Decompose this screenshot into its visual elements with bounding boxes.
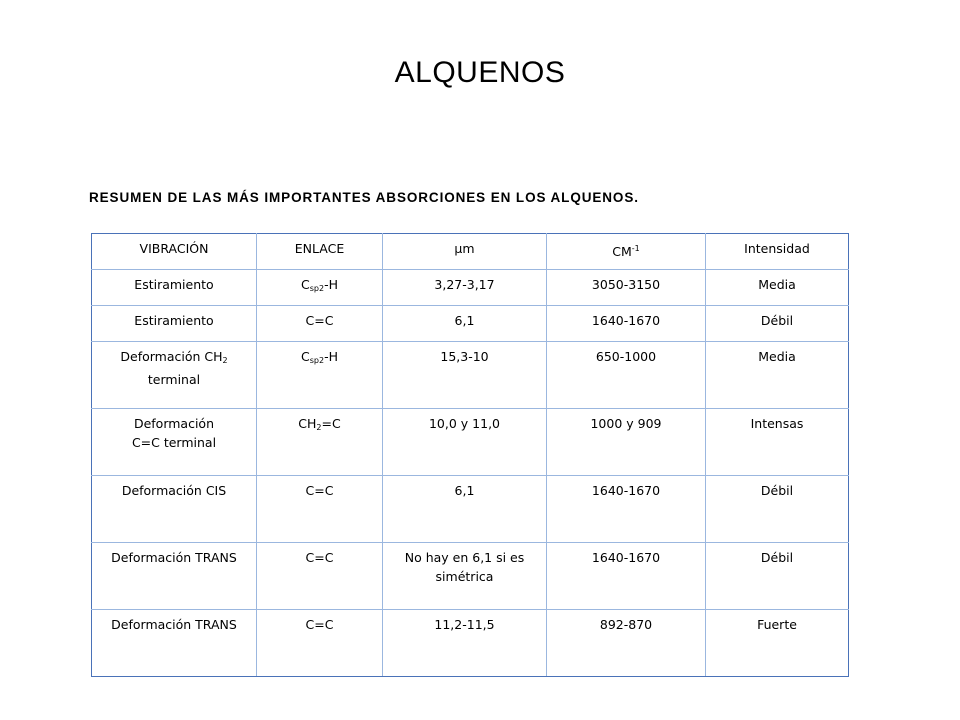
table-row — [92, 610, 849, 677]
enlace-rest: -H — [324, 349, 338, 364]
header-intensidad: Intensidad — [706, 234, 849, 270]
cell-enlace — [257, 409, 383, 476]
cell-wavenumber: 1640-1670 — [547, 306, 706, 342]
cell-wavenumber: 650-1000 — [547, 342, 706, 409]
cell-enlace: C=C — [257, 543, 383, 610]
header-cm-text: CM — [612, 244, 632, 259]
vibracion-line2: C=C terminal — [131, 435, 217, 450]
table-row — [92, 476, 849, 543]
vibracion-subscript: 2 — [222, 356, 228, 365]
cell-vibracion — [92, 409, 257, 476]
vibracion-line1: Deformación CH — [120, 349, 223, 364]
cell-enlace — [257, 342, 383, 409]
cell-intensidad: Media — [706, 342, 849, 409]
cell-enlace: C=C — [257, 476, 383, 543]
table-row — [92, 543, 849, 610]
header-wavenumber — [547, 234, 706, 270]
cell-micrometer: 3,27-3,17 — [383, 270, 547, 306]
cell-intensidad: Débil — [706, 476, 849, 543]
cell-wavenumber: 892-870 — [547, 610, 706, 677]
cell-vibracion: Estiramiento — [92, 270, 257, 306]
vibracion-line1: Deformación — [133, 416, 215, 431]
cell-micrometer: 6,1 — [383, 476, 547, 543]
cell-micrometer: 11,2-11,5 — [383, 610, 547, 677]
cell-micrometer: 6,1 — [383, 306, 547, 342]
cell-enlace: C=C — [257, 306, 383, 342]
header-micrometer: μm — [383, 234, 547, 270]
enlace-main: C — [301, 277, 310, 292]
cell-micrometer — [383, 543, 547, 610]
cell-wavenumber: 1640-1670 — [547, 543, 706, 610]
cell-vibracion: Deformación CIS — [92, 476, 257, 543]
cell-intensidad: Fuerte — [706, 610, 849, 677]
enlace-main: CH — [298, 416, 317, 431]
cell-intensidad: Débil — [706, 543, 849, 610]
cell-wavenumber: 1640-1670 — [547, 476, 706, 543]
table-row — [92, 270, 849, 306]
cell-micrometer: 15,3-10 — [383, 342, 547, 409]
table-caption: RESUMEN DE LAS MÁS IMPORTANTES ABSORCIONES EN LOS ALQUENOS. — [89, 190, 639, 205]
cell-vibracion: Deformación TRANS — [92, 610, 257, 677]
table-row — [92, 342, 849, 409]
absorption-table — [91, 233, 849, 677]
enlace-rest: -H — [324, 277, 338, 292]
vibracion-line2: terminal — [147, 372, 201, 387]
cell-wavenumber: 1000 y 909 — [547, 409, 706, 476]
header-enlace: ENLACE — [257, 234, 383, 270]
enlace-subscript: sp2 — [309, 284, 325, 293]
cell-wavenumber: 3050-3150 — [547, 270, 706, 306]
table-row — [92, 409, 849, 476]
cell-vibracion: Deformación TRANS — [92, 543, 257, 610]
enlace-subscript: sp2 — [309, 356, 325, 365]
header-vibracion: VIBRACIÓN — [92, 234, 257, 270]
cell-enlace — [257, 270, 383, 306]
cell-vibracion — [92, 342, 257, 409]
cell-intensidad: Intensas — [706, 409, 849, 476]
table-header-row — [92, 234, 849, 270]
enlace-rest: =C — [321, 416, 341, 431]
cell-intensidad: Débil — [706, 306, 849, 342]
cell-vibracion: Estiramiento — [92, 306, 257, 342]
cell-micrometer: 10,0 y 11,0 — [383, 409, 547, 476]
micrometer-line1: No hay en 6,1 si es — [404, 550, 525, 565]
micrometer-line2: simétrica — [435, 569, 494, 584]
table-row — [92, 306, 849, 342]
enlace-main: C — [301, 349, 310, 364]
cell-enlace: C=C — [257, 610, 383, 677]
enlace-subscript: 2 — [316, 423, 322, 432]
page-title: ALQUENOS — [394, 56, 566, 89]
header-cm-exponent: -1 — [631, 244, 640, 253]
cell-intensidad: Media — [706, 270, 849, 306]
